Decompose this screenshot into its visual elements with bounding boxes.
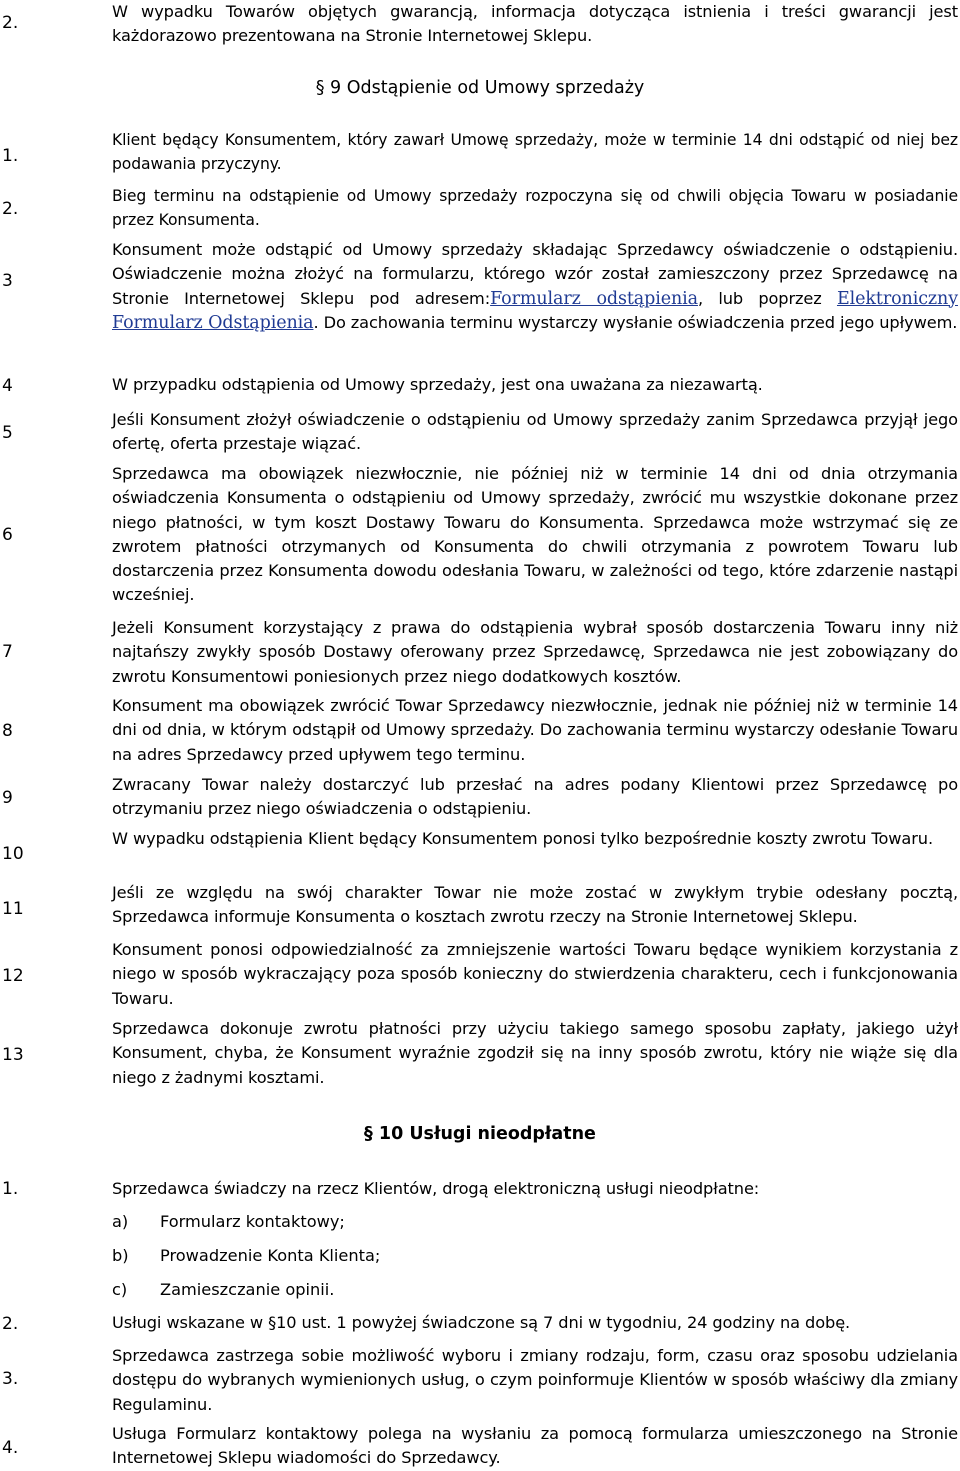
item-number: 1.: [2, 146, 19, 166]
list-letter: c): [112, 1280, 128, 1299]
withdrawal-form-link[interactable]: Formularz odstąpienia: [490, 288, 698, 309]
paragraph: W przypadku odstąpienia od Umowy sprzedaży, jest ona uważana za niezawartą.: [112, 375, 763, 394]
list-letter: b): [112, 1246, 129, 1265]
paragraph: W wypadku odstąpienia Klient będący Konsumentem ponosi tylko bezpośrednie koszty zwrotu Towaru.: [112, 829, 933, 848]
paragraph-text: , lub poprzez: [698, 288, 837, 308]
paragraph: Sprzedawca świadczy na rzecz Klientów, drogą elektroniczną usługi nieodpłatne:: [112, 1179, 760, 1198]
list-item: Formularz kontaktowy;: [160, 1212, 345, 1231]
section-heading: § 10 Usługi nieodpłatne: [364, 1124, 596, 1144]
paragraph: Sprzedawca zastrzega sobie możliwość wyboru i zmiany rodzaju, form, czasu oraz sposobu udzielania dostępu do wybranych wymienionych usług, o czym poinformuje Klientów w sposób właściwy dla zmiany Regulaminu.: [112, 1346, 958, 1414]
item-number: 5: [2, 423, 13, 443]
paragraph: Sprzedawca ma obowiązek niezwłocznie, nie później niż w terminie 14 dni od dnia otrzymania oświadczenia Konsumenta o odstąpieniu od Umowy sprzedaży, zwrócić mu wszystkie dokonane przez niego płatności, w tym koszt Dostawy Towaru do Konsumenta. Sprzedawca może wstrzymać się ze zwrotem płatności otrzymanych od Konsumenta do chwili otrzymania z powrotem Towaru lub dostarczenia przez Konsumenta dowodu odesłania Towaru, w zależności od tego, które zdarzenie nastąpi wcześniej.: [112, 464, 958, 605]
paragraph: Zwracany Towar należy dostarczyć lub przesłać na adres podany Klientowi przez Sprzedawcę po otrzymaniu przez niego oświadczenia o odstąpieniu.: [112, 775, 958, 819]
item-number: 9: [2, 788, 13, 808]
item-number: 10: [2, 844, 24, 864]
item-number: 8: [2, 721, 13, 741]
paragraph: W wypadku Towarów objętych gwarancją, informacja dotycząca istnienia i treści gwarancji jest każdorazowo prezentowana na Stronie Internetowej Sklepu.: [112, 2, 958, 46]
paragraph: Sprzedawca dokonuje zwrotu płatności przy użyciu takiego samego sposobu zapłaty, jakiego użył Konsument, chyba, że Konsument wyraźnie zgodził się na inny sposób zwrotu, który nie wiąże się dla niego z żadnymi kosztami.: [112, 1019, 958, 1087]
paragraph: [112, 238, 958, 335]
item-number: 1.: [2, 1179, 19, 1199]
list-letter: a): [112, 1212, 129, 1231]
item-number: 6: [2, 525, 13, 545]
paragraph: Jeśli Konsument złożył oświadczenie o odstąpieniu od Umowy sprzedaży zanim Sprzedawca przyjął jego ofertę, oferta przestaje wiązać.: [112, 410, 958, 454]
paragraph-text: Konsument może odstąpić od Umowy sprzedaży składając Sprzedawcy oświadczenie o odstąpieniu. Oświadczenie można złożyć na formularzu, którego wzór został zamieszczony przez Sprzedawcę na Stronie Internetowej Sklepu pod adresem:: [112, 240, 958, 308]
section-heading: § 9 Odstąpienie od Umowy sprzedaży: [315, 78, 645, 98]
item-number: 2.: [2, 199, 19, 219]
list-item: Zamieszczanie opinii.: [160, 1280, 335, 1299]
paragraph: Klient będący Konsumentem, który zawarł Umowę sprzedaży, może w terminie 14 dni odstąpić od niej bez podawania przyczyny.: [112, 131, 958, 173]
item-number: 13: [2, 1045, 24, 1065]
item-number: 7: [2, 642, 13, 662]
paragraph: Konsument ponosi odpowiedzialność za zmniejszenie wartości Towaru będące wynikiem korzystania z niego w sposób wykraczający poza sposób konieczny do stwierdzenia charakteru, cech i funkcjonowania Towaru.: [112, 940, 958, 1008]
item-number: 12: [2, 966, 24, 986]
item-number: 11: [2, 899, 24, 919]
electronic-withdrawal-form-link[interactable]: Elektroniczny Formularz Odstąpienia: [112, 288, 958, 333]
paragraph: Bieg terminu na odstąpienie od Umowy sprzedaży rozpoczyna się od chwili objęcia Towaru w posiadanie przez Konsumenta.: [112, 187, 958, 229]
paragraph: Konsument ma obowiązek zwrócić Towar Sprzedawcy niezwłocznie, jednak nie później niż w terminie 14 dni od dnia, w którym odstąpił od Umowy sprzedaży. Do zachowania terminu wystarczy odesłanie Towaru na adres Sprzedawcy przed upływem tego terminu.: [112, 696, 958, 764]
item-number: 3: [2, 271, 13, 291]
paragraph: Usługi wskazane w §10 ust. 1 powyżej świadczone są 7 dni w tygodniu, 24 godziny na dobę.: [112, 1313, 851, 1332]
paragraph-text: . Do zachowania terminu wystarczy wysłanie oświadczenia przed jego upływem.: [313, 312, 958, 332]
item-number: 3.: [2, 1369, 19, 1389]
item-number: 2.: [2, 13, 19, 33]
list-item: Prowadzenie Konta Klienta;: [160, 1246, 381, 1265]
paragraph: Jeżeli Konsument korzystający z prawa do odstąpienia wybrał sposób dostarczenia Towaru inny niż najtańszy zwykły sposób Dostawy oferowany przez Sprzedawcę, Sprzedawca nie jest zobowiązany do zwrotu Konsumentowi poniesionych przez niego dodatkowych kosztów.: [112, 618, 958, 686]
paragraph: Jeśli ze względu na swój charakter Towar nie może zostać w zwykłym trybie odesłany pocztą, Sprzedawca informuje Konsumenta o kosztach zwrotu rzeczy na Stronie Internetowej Sklepu.: [112, 883, 958, 927]
item-number: 4.: [2, 1438, 19, 1458]
paragraph: Usługa Formularz kontaktowy polega na wysłaniu za pomocą formularza umieszczonego na Stronie Internetowej Sklepu wiadomości do Sprzedawcy.: [112, 1424, 958, 1468]
item-number: 2.: [2, 1314, 19, 1334]
item-number: 4: [2, 376, 13, 396]
